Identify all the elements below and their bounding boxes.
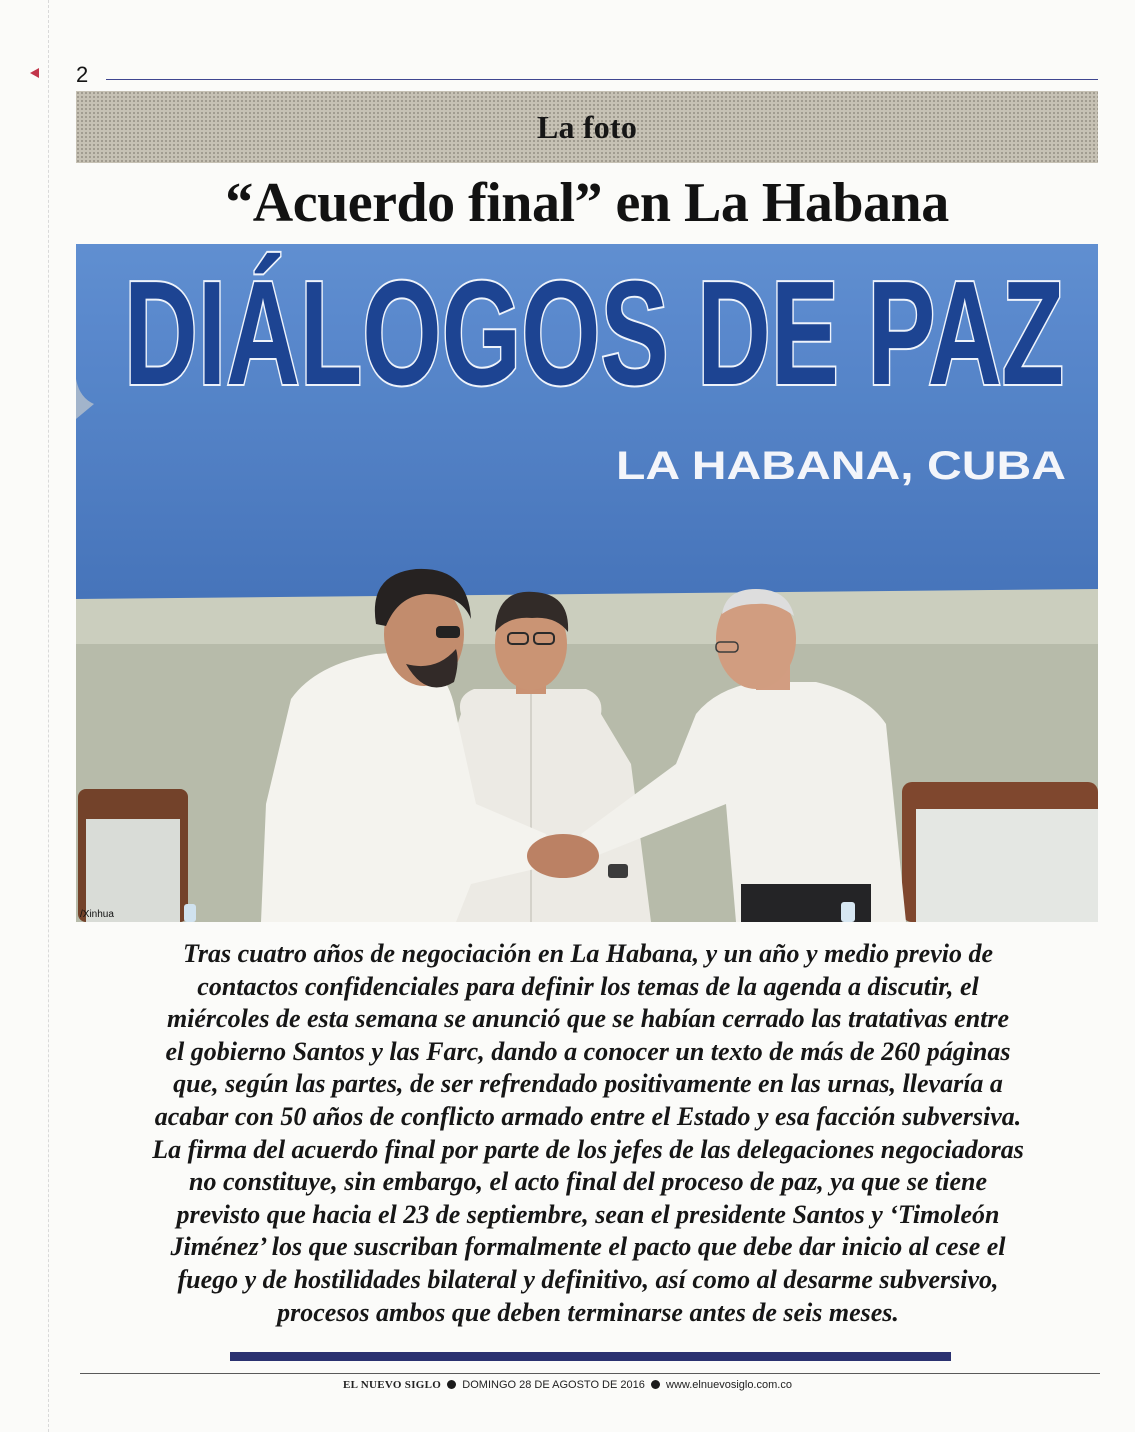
top-rule	[106, 79, 1098, 80]
margin-marker-icon	[30, 68, 39, 78]
page-footer	[0, 1379, 1135, 1391]
banner-subtitle: LA HABANA, CUBA	[616, 444, 1066, 488]
caption-line: Tras cuatro años de negociación en La Habana, y un año y medio previo de	[182, 939, 994, 968]
news-photo	[76, 244, 1098, 922]
bottom-accent-bar	[230, 1352, 951, 1361]
caption-line: acabar con 50 años de conflicto armado entre el Estado y esa facción subversiva.	[154, 1101, 1022, 1131]
footer-brand: EL NUEVO SIGLO	[343, 1379, 442, 1391]
caption-line: miércoles de esta semana se anunció que se habían cerrado las tratativas entre	[166, 1004, 1010, 1034]
footer-website: www.elnuevosiglo.com.co	[666, 1379, 792, 1391]
page-number: 2	[76, 62, 89, 87]
bullet-icon	[651, 1380, 660, 1389]
bullet-icon	[447, 1380, 456, 1389]
caption-line: contactos confidenciales para definir los temas de la agenda a discutir, el	[197, 971, 979, 1001]
footer-date: DOMINGO 28 DE AGOSTO DE 2016	[462, 1379, 645, 1391]
footer-rule	[80, 1373, 1100, 1374]
banner-title: DIÁLOGOS DE PAZ	[124, 251, 1064, 416]
caption-line: Jiménez’ los que suscriban formalmente el pacto que debe dar inicio al cese el	[170, 1232, 1006, 1262]
page-edge	[48, 0, 49, 1432]
caption-line: fuego y de hostilidades bilateral y definitivo, así como al desarme subversivo,	[177, 1264, 999, 1294]
caption-line: previsto que hacia el 23 de septiembre, sean el presidente Santos y ‘Timoleón	[176, 1199, 1000, 1229]
caption-line: La firma del acuerdo final por parte de los jefes de las delegaciones negociadoras	[152, 1134, 1024, 1164]
photo-caption	[78, 938, 1098, 1329]
section-band	[76, 91, 1098, 163]
caption-line: procesos ambos que deben terminarse antes de seis meses.	[277, 1297, 899, 1327]
headline: “Acuerdo final” en La Habana	[225, 172, 949, 234]
caption-line: no constituye, sin embargo, el acto final del proceso de paz, ya que se tiene	[189, 1167, 987, 1197]
photo-credit: /Xinhua	[80, 909, 114, 920]
section-label: La foto	[536, 108, 638, 145]
caption-line: el gobierno Santos y las Farc, dando a conocer un texto de más de 260 páginas	[165, 1036, 1011, 1066]
caption-line: que, según las partes, de ser refrendado positivamente en las urnas, llevaría a	[173, 1069, 1003, 1099]
